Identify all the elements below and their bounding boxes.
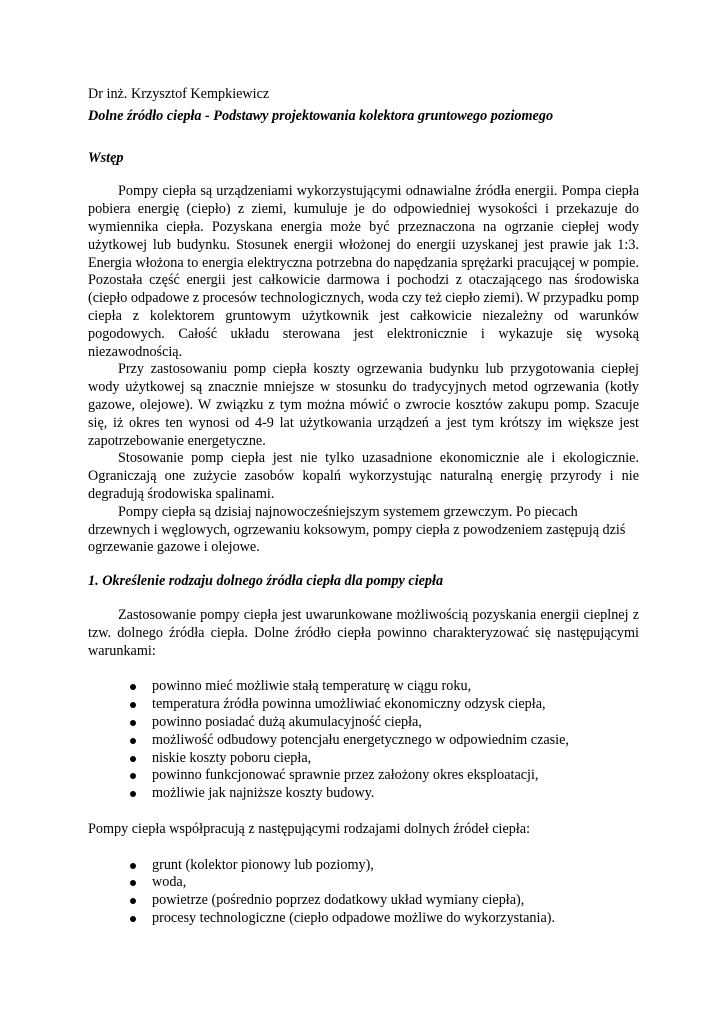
bullet-icon — [130, 880, 136, 886]
bullet-icon — [130, 738, 136, 744]
bullet-icon — [130, 702, 136, 708]
intro-heading: Wstęp — [88, 149, 124, 166]
section-1-heading: 1. Określenie rodzaju dolnego źródła ciepła dla pompy ciepła — [88, 573, 444, 590]
bullet-icon — [130, 916, 136, 922]
condition-text: temperatura źródła powinna umożliwiać ekonomiczny odzysk ciepła, — [152, 696, 546, 713]
condition-text: powinno mieć możliwie stałą temperaturę w ciągu roku, — [152, 678, 472, 695]
author-line: Dr inż. Krzysztof Kempkiewicz — [88, 86, 270, 102]
list-item — [88, 767, 639, 785]
list-item — [88, 678, 639, 696]
conditions-list — [88, 678, 639, 803]
condition-text: powinno funkcjonować sprawnie przez założony okres eksploatacji, — [152, 767, 539, 784]
section-1-intro: Zastosowanie pompy ciepła jest uwarunkowane możliwością pozyskania energii cieplnej z tzw. dolnego źródła ciepła. Dolne źródło ciepła powinno charakteryzować się następującymi warunkami: — [88, 606, 639, 659]
source-text: procesy technologiczne (ciepło odpadowe możliwe do wykorzystania). — [152, 910, 556, 927]
list-item — [88, 874, 639, 892]
source-text: powietrze (pośrednio poprzez dodatkowy układ wymiany ciepła), — [152, 892, 525, 909]
sources-list — [88, 857, 639, 928]
intro-paragraph-4: Pompy ciepła są dzisiaj najnowocześniejszym systemem grzewczym. Po piecach drzewnych i węglowych, ogrzewaniu koksowym, pompy ciepła z powodzeniem zastępują dziś ogrzewanie gazowe i olejowe. — [88, 503, 626, 556]
list-item — [88, 714, 639, 732]
condition-text: możliwie jak najniższe koszty budowy. — [152, 785, 375, 802]
sources-intro: Pompy ciepła współpracują z następującymi rodzajami dolnych źródeł ciepła: — [88, 820, 531, 837]
list-item — [88, 892, 639, 910]
condition-text: powinno posiadać dużą akumulacyjność ciepła, — [152, 713, 422, 730]
list-item — [88, 750, 639, 768]
bullet-icon — [130, 684, 136, 690]
list-item — [88, 696, 639, 714]
list-item — [88, 857, 639, 875]
condition-text: możliwość odbudowy potencjału energetycznego w odpowiednim czasie, — [152, 731, 569, 748]
bullet-icon — [130, 756, 136, 762]
source-text: woda, — [152, 874, 187, 891]
list-item — [88, 910, 639, 928]
bullet-icon — [130, 773, 136, 779]
list-item — [88, 732, 639, 750]
bullet-icon — [130, 720, 136, 726]
list-item — [88, 785, 639, 803]
bullet-icon — [130, 863, 136, 869]
bullet-icon — [130, 791, 136, 797]
intro-paragraph-3: Stosowanie pomp ciepła jest nie tylko uzasadnione ekonomicznie ale i ekologicznie. Ograniczają one zużycie zasobów kopalń wykorzystując naturalną energię przyrody i nie degradują środowiska spalinami. — [88, 450, 639, 502]
bullet-icon — [130, 898, 136, 904]
intro-paragraph-2: Przy zastosowaniu pomp ciepła koszty ogrzewania budynku lub przygotowania ciepłej wody użytkowej są znacznie mniejsze w stosunku do tradycyjnych metod ogrzewania (kotły gazowe, olejowe). W związku z tym można mówić o zwrocie kosztów zakupu pomp. Szacuje się, iż okres ten wynosi od 4-9 lat użytkowania urządzeń a jest tym krótszy im większe jest zapotrzebowanie energetyczne. — [88, 361, 639, 449]
document-title: Dolne źródło ciepła - Podstawy projektowania kolektora gruntowego poziomego — [88, 107, 554, 124]
source-text: grunt (kolektor pionowy lub poziomy), — [152, 856, 374, 873]
document-page — [88, 86, 639, 946]
intro-paragraph-1: Pompy ciepła są urządzeniami wykorzystującymi odnawialne źródła energii. Pompa ciepła pobiera energię (ciepło) z ziemi, kumuluje je do odpowiedniej wysokości i przekazuje do wymiennika ciepła. Pozyskana energia może być przeznaczona na ogrzanie ciepłej wody użytkowej lub budynku. Stosunek energii włożonej do energii uzyskanej jest prawie jak 1:3. Energia włożona to energia elektryczna potrzebna do napędzania sprężarki pracującej w pompie. Pozostała część energii jest całkowicie darmowa i pochodzi z otaczającego nas środowiska (ciepło odpadowe z procesów technologicznych, woda czy też ciepło ziemi). W przypadku pomp ciepła z kolektorem gruntowym użytkownik jest całkowicie niezależny od warunków pogodowych. Całość układu sterowana jest elektronicznie i wykazuje się wysoką niezawodnością. — [88, 183, 640, 360]
condition-text: niskie koszty poboru ciepła, — [152, 749, 312, 766]
